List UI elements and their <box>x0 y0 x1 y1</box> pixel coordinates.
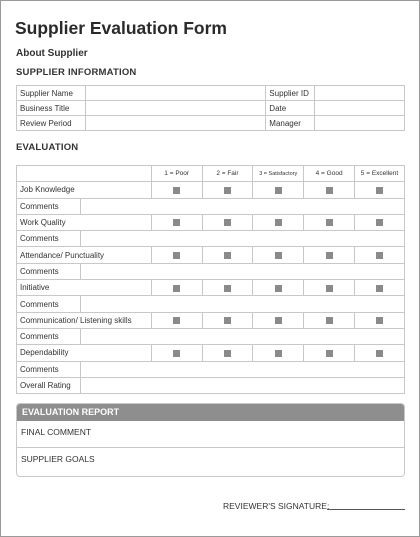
comments-label: Comments <box>17 263 81 279</box>
comments-field[interactable] <box>80 198 404 214</box>
criterion-label: Attendance/ Punctuality <box>17 247 152 263</box>
rating-checkbox[interactable] <box>224 252 231 259</box>
date-field[interactable] <box>315 101 405 116</box>
reviewer-signature-label: REVIEWER'S SIGNATURE: <box>223 501 330 511</box>
review-period-label: Review Period <box>17 116 86 131</box>
rating-cell[interactable] <box>253 214 304 230</box>
comments-row <box>17 361 405 377</box>
criterion-row <box>17 280 405 296</box>
rating-checkbox[interactable] <box>326 317 333 324</box>
page-title: Supplier Evaluation Form <box>15 18 227 38</box>
comments-row <box>17 263 405 279</box>
rating-scale-label-4: 4 = Good <box>304 166 355 182</box>
rating-checkbox[interactable] <box>326 285 333 292</box>
rating-cell[interactable] <box>355 247 405 263</box>
rating-checkbox[interactable] <box>275 317 282 324</box>
rating-checkbox[interactable] <box>275 350 282 357</box>
rating-checkbox[interactable] <box>173 317 180 324</box>
criterion-row <box>17 345 405 361</box>
rating-checkbox[interactable] <box>275 219 282 226</box>
comments-field[interactable] <box>80 231 404 247</box>
comments-row <box>17 231 405 247</box>
rating-cell[interactable] <box>355 345 405 361</box>
rating-checkbox[interactable] <box>326 350 333 357</box>
rating-scale-label-3: 3 = Satisfactory <box>253 166 304 182</box>
rating-checkbox[interactable] <box>376 350 383 357</box>
rating-cell[interactable] <box>304 312 355 328</box>
evaluation-report-box <box>16 403 405 477</box>
rating-cell[interactable] <box>253 280 304 296</box>
rating-checkbox[interactable] <box>326 219 333 226</box>
date-label: Date <box>266 101 315 116</box>
evaluation-report-heading: EVALUATION REPORT <box>17 404 404 421</box>
rating-cell[interactable] <box>202 280 253 296</box>
reviewer-signature-line[interactable] <box>327 509 405 510</box>
rating-checkbox[interactable] <box>376 187 383 194</box>
rating-scale-label-1: 1 = Poor <box>151 166 202 182</box>
criterion-label: Work Quality <box>17 214 152 230</box>
rating-cell[interactable] <box>151 214 202 230</box>
info-row <box>17 116 405 131</box>
criterion-row <box>17 312 405 328</box>
rating-checkbox[interactable] <box>173 187 180 194</box>
comments-field[interactable] <box>80 328 404 344</box>
criterion-label: Dependability <box>17 345 152 361</box>
criterion-label: Job Knowledge <box>17 182 152 198</box>
rating-checkbox[interactable] <box>376 317 383 324</box>
supplier-id-label: Supplier ID <box>266 86 315 101</box>
comments-label: Comments <box>17 198 81 214</box>
criterion-label: Communication/ Listening skills <box>17 312 152 328</box>
overall-rating-field[interactable] <box>80 377 404 393</box>
rating-cell[interactable] <box>202 247 253 263</box>
rating-cell[interactable] <box>253 312 304 328</box>
rating-cell[interactable] <box>253 345 304 361</box>
info-row <box>17 86 405 101</box>
criterion-label: Initiative <box>17 280 152 296</box>
rating-checkbox[interactable] <box>376 219 383 226</box>
comments-row <box>17 296 405 312</box>
manager-field[interactable] <box>315 116 405 131</box>
comments-field[interactable] <box>80 263 404 279</box>
supplier-name-field[interactable] <box>85 86 265 101</box>
rating-cell[interactable] <box>151 280 202 296</box>
rating-checkbox[interactable] <box>224 350 231 357</box>
rating-cell[interactable] <box>355 214 405 230</box>
rating-checkbox[interactable] <box>275 252 282 259</box>
rating-checkbox[interactable] <box>376 252 383 259</box>
rating-cell[interactable] <box>355 182 405 198</box>
comments-label: Comments <box>17 231 81 247</box>
rating-checkbox[interactable] <box>376 285 383 292</box>
rating-cell[interactable] <box>304 345 355 361</box>
business-title-field[interactable] <box>85 101 265 116</box>
criteria-header-cell <box>17 166 152 182</box>
overall-rating-row <box>17 377 405 393</box>
rating-checkbox[interactable] <box>326 252 333 259</box>
evaluation-heading: EVALUATION <box>16 142 79 153</box>
manager-label: Manager <box>266 116 315 131</box>
comments-row <box>17 198 405 214</box>
rating-cell[interactable] <box>304 182 355 198</box>
comments-label: Comments <box>17 328 81 344</box>
rating-cell[interactable] <box>151 345 202 361</box>
rating-cell[interactable] <box>304 247 355 263</box>
rating-cell[interactable] <box>151 182 202 198</box>
about-supplier-heading: About Supplier <box>16 48 88 59</box>
evaluation-table <box>16 165 405 394</box>
rating-cell[interactable] <box>202 312 253 328</box>
business-title-label: Business Title <box>17 101 86 116</box>
rating-checkbox[interactable] <box>173 219 180 226</box>
rating-cell[interactable] <box>304 214 355 230</box>
rating-checkbox[interactable] <box>224 317 231 324</box>
criterion-row <box>17 182 405 198</box>
rating-checkbox[interactable] <box>275 285 282 292</box>
rating-checkbox[interactable] <box>224 187 231 194</box>
rating-cell[interactable] <box>151 247 202 263</box>
comments-label: Comments <box>17 361 81 377</box>
rating-cell[interactable] <box>151 312 202 328</box>
supplier-name-label: Supplier Name <box>17 86 86 101</box>
criterion-row <box>17 214 405 230</box>
rating-cell[interactable] <box>304 280 355 296</box>
rating-scale-header-row <box>17 166 405 182</box>
rating-cell[interactable] <box>202 214 253 230</box>
overall-rating-label: Overall Rating <box>17 377 81 393</box>
supplier-goals-label: SUPPLIER GOALS <box>21 454 95 464</box>
rating-checkbox[interactable] <box>173 252 180 259</box>
supplier-information-heading: SUPPLIER INFORMATION <box>16 67 137 78</box>
rating-cell[interactable] <box>253 182 304 198</box>
comments-field[interactable] <box>80 296 404 312</box>
rating-cell[interactable] <box>355 280 405 296</box>
final-comment-field[interactable] <box>17 421 404 448</box>
rating-cell[interactable] <box>202 182 253 198</box>
supplier-goals-field[interactable] <box>17 448 404 464</box>
rating-scale-label-5: 5 = Excellent <box>355 166 405 182</box>
rating-checkbox[interactable] <box>173 285 180 292</box>
rating-checkbox[interactable] <box>275 187 282 194</box>
supplier-info-table <box>16 85 405 131</box>
rating-cell[interactable] <box>202 345 253 361</box>
rating-checkbox[interactable] <box>224 219 231 226</box>
comments-label: Comments <box>17 296 81 312</box>
rating-scale-label-2: 2 = Fair <box>202 166 253 182</box>
criterion-row <box>17 247 405 263</box>
rating-checkbox[interactable] <box>173 350 180 357</box>
rating-checkbox[interactable] <box>326 187 333 194</box>
rating-checkbox[interactable] <box>224 285 231 292</box>
comments-field[interactable] <box>80 361 404 377</box>
supplier-id-field[interactable] <box>315 86 405 101</box>
rating-cell[interactable] <box>355 312 405 328</box>
comments-row <box>17 328 405 344</box>
info-row <box>17 101 405 116</box>
rating-cell[interactable] <box>253 247 304 263</box>
review-period-field[interactable] <box>85 116 265 131</box>
final-comment-label: FINAL COMMENT <box>21 427 92 437</box>
